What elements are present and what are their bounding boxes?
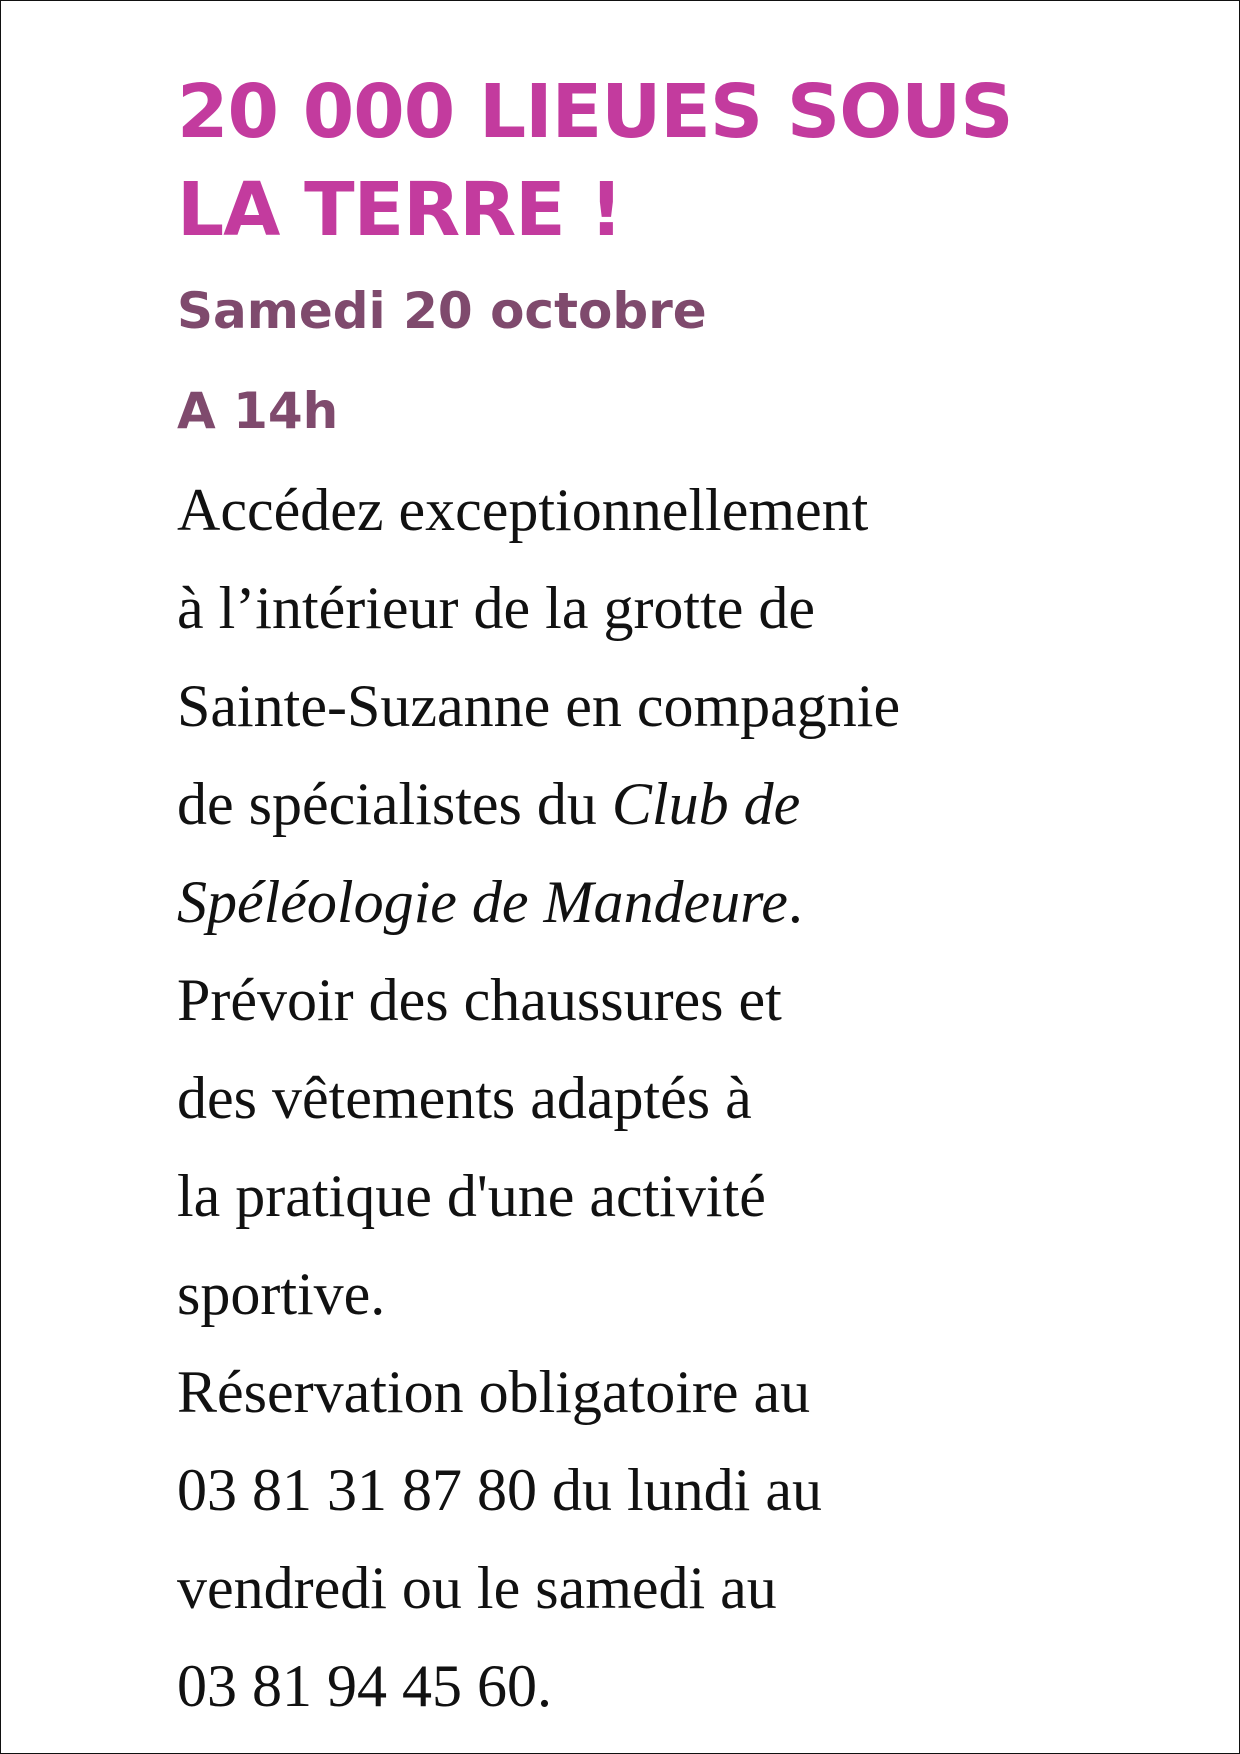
event-time: A 14h <box>177 382 339 440</box>
event-card <box>177 63 1137 1735</box>
description-line-5-text: . <box>787 869 803 935</box>
instruction-line-1: Prévoir des chaussures et <box>177 967 782 1033</box>
description-line-4-text: de spécialistes du <box>177 771 612 837</box>
instruction-line-4: sportive. <box>177 1261 386 1327</box>
description-line-4 <box>177 755 1137 853</box>
instruction-line-3: la pratique d'une activité <box>177 1163 766 1229</box>
event-description <box>177 461 1137 1735</box>
event-title <box>177 63 1137 259</box>
description-line-3: Sainte-Suzanne en compagnie <box>177 673 901 739</box>
reservation-line-1: Réservation obligatoire au <box>177 1359 811 1425</box>
reservation-line-2: 03 81 31 87 80 du lundi au <box>177 1457 822 1523</box>
reservation-line-3: vendredi ou le samedi au <box>177 1555 777 1621</box>
club-name-part-1: Club de <box>611 771 801 837</box>
event-date: Samedi 20 octobre <box>177 282 707 340</box>
event-title-line-2: LA TERRE ! <box>177 167 623 253</box>
instruction-line-2: des vêtements adaptés à <box>177 1065 752 1131</box>
event-title-line-1: 20 000 LIEUES SOUS <box>177 69 1013 155</box>
reservation-line-4: 03 81 94 45 60. <box>177 1653 552 1719</box>
description-line-1: Accédez exceptionnellement <box>177 477 869 543</box>
description-line-5 <box>177 853 1137 951</box>
description-line-2: à l’intérieur de la grotte de <box>177 575 816 641</box>
club-name-part-2: Spéléologie de Mandeure <box>177 869 788 935</box>
